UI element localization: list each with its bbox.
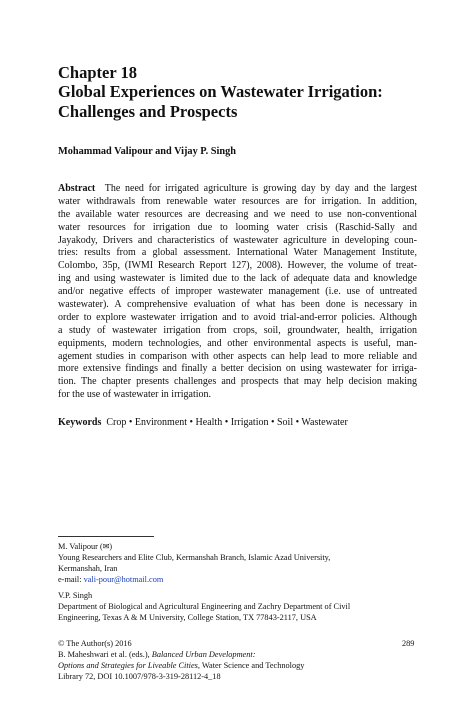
page-number: 289 xyxy=(402,639,415,648)
book-title-part-1: Balanced Urban Development: xyxy=(151,650,256,660)
keywords-heading: Keywords xyxy=(58,417,102,428)
envelope-icon: (✉) xyxy=(100,542,113,551)
abstract-line: the available water resources are decreasing and we need to use non-conventional xyxy=(58,208,417,220)
affiliation-name-line xyxy=(58,541,418,552)
abstract-line: order to explore wastewater irrigation and to avoid trial-and-error policies. Although xyxy=(58,311,417,323)
citation-line xyxy=(58,660,418,671)
affiliation-line: Young Researchers and Elite Club, Kermanshah Branch, Islamic Azad University, xyxy=(58,553,331,563)
abstract-line: water resources for irrigation due to looming water crisis (Raschid-Sally and xyxy=(58,221,417,233)
affiliation-line: Kermanshah, Iran xyxy=(58,564,118,574)
citation-line xyxy=(58,649,418,660)
footnote-divider xyxy=(58,536,154,537)
abstract-line: agement studies in comparison with other aspects can help lead to more reliable and xyxy=(58,350,417,362)
abstract-line: ing and using wastewater is limited due to the lack of adequate data and knowledge xyxy=(58,273,417,285)
abstract-line: and/or negative effects of improper wastewater management (i.e. use of untreated xyxy=(58,286,417,298)
email-link[interactable]: vali-pour@hotmail.com xyxy=(83,575,164,585)
author-2-name: V.P. Singh xyxy=(58,591,93,600)
citation-prefix: B. Maheshwari et al. (eds.), xyxy=(58,650,152,660)
book-title-part-2: Options and Strategies for Liveable Cities xyxy=(58,661,198,671)
abstract-line: Colombo, 35p, (IWMI Research Report 127), 2008). However, the volume of treat- xyxy=(58,260,417,272)
chapter-label: Chapter 18 xyxy=(58,63,137,82)
series-name: , Water Science and Technology xyxy=(197,661,305,671)
doi-line: Library 72, DOI 10.1007/978-3-319-28112-4_18 xyxy=(58,672,221,682)
abstract-line: Jayakody, Drivers and characteristics of wastewater agriculture in developing coun- xyxy=(58,234,417,246)
copyright-line: © The Author(s) 2016 xyxy=(58,639,132,648)
abstract-line: a study of wastewater irrigation from crops, soil, groundwater, health, irrigation xyxy=(58,324,417,336)
keywords xyxy=(58,417,348,428)
abstract-line: equipments, modern technologies, and other environmental aspects is useful, man- xyxy=(58,337,417,349)
abstract-line: wastewater). A comprehensive evaluation of what has been done is necessary in xyxy=(58,299,417,311)
abstract-text: The need for irrigated agriculture is growing day by day and the largest xyxy=(104,183,417,194)
abstract xyxy=(58,183,417,402)
email-label: e-mail: xyxy=(58,575,84,585)
abstract-line: more extensive findings and finally a better decision on using wastewater for irriga- xyxy=(58,363,417,375)
abstract-line xyxy=(58,183,417,196)
email-line xyxy=(58,574,418,585)
chapter-title-line-2: Challenges and Prospects xyxy=(58,101,238,121)
abstract-line: water withdrawals from renewable water resources are for irrigation. In addition, xyxy=(58,195,417,207)
author-list: Mohammad Valipour and Vijay P. Singh xyxy=(58,146,236,157)
abstract-line: for the use of wastewater in irrigation. xyxy=(58,389,212,401)
affiliation-line: Engineering, Texas A & M University, College Station, TX 77843-2117, USA xyxy=(58,613,317,623)
abstract-heading: Abstract xyxy=(58,183,96,194)
affiliation-author-2 xyxy=(58,590,418,623)
abstract-line: tries: results from a global assessment. International Water Management Institute, xyxy=(58,247,417,259)
affiliation-author-1 xyxy=(58,541,418,585)
author-1-name: M. Valipour xyxy=(58,542,98,551)
chapter-title xyxy=(58,82,438,121)
chapter-title-line-1: Global Experiences on Wastewater Irrigation: xyxy=(58,82,383,101)
keywords-list: Crop • Environment • Health • Irrigation • Soil • Wastewater xyxy=(106,417,348,428)
citation-footer xyxy=(58,638,418,682)
affiliation-line: Department of Biological and Agricultural Engineering and Zachry Department of Civil xyxy=(58,602,351,612)
abstract-line: tion. The chapter presents challenges and prospects that may help decision making xyxy=(58,376,417,388)
